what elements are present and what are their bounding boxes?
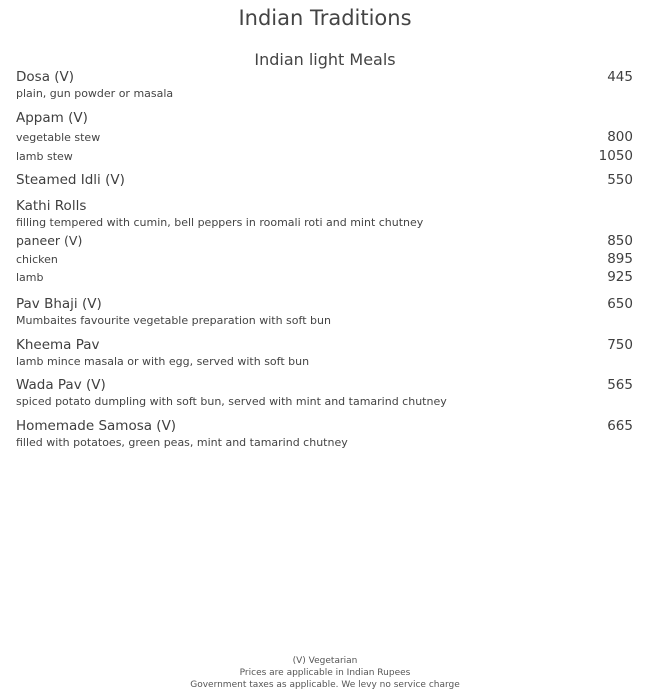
item-description: spiced potato dumpling with soft bun, served with mint and tamarind chutney bbox=[16, 395, 447, 408]
menu-item-dosa bbox=[16, 69, 633, 100]
item-description: filled with potatoes, green peas, mint and tamarind chutney bbox=[16, 436, 348, 449]
item-price: 750 bbox=[607, 337, 633, 353]
item-price: 550 bbox=[607, 172, 633, 188]
item-description: lamb mince masala or with egg, served with soft bun bbox=[16, 355, 310, 368]
menu-item-kheema-pav bbox=[16, 337, 633, 368]
item-variant-price: 895 bbox=[607, 251, 633, 267]
footer-tax-note: Government taxes as applicable. We levy no service charge bbox=[190, 680, 460, 690]
item-name: Steamed Idli (V) bbox=[16, 172, 125, 188]
menu-footer bbox=[0, 655, 650, 691]
item-price: 445 bbox=[607, 69, 633, 85]
item-description: plain, gun powder or masala bbox=[16, 87, 174, 100]
item-variant-price: 800 bbox=[607, 129, 633, 145]
item-variant-label: vegetable stew bbox=[16, 131, 101, 144]
item-variant-price: 925 bbox=[607, 269, 633, 285]
item-variant-price: 1050 bbox=[598, 148, 633, 164]
menu-item-steamed-idli bbox=[16, 172, 633, 188]
menu-item-appam bbox=[16, 110, 633, 164]
item-name: Homemade Samosa (V) bbox=[16, 418, 177, 434]
item-name: Kheema Pav bbox=[16, 337, 100, 353]
footer-currency-note: Prices are applicable in Indian Rupees bbox=[239, 668, 411, 678]
item-variant-label: paneer (V) bbox=[16, 233, 83, 248]
item-name: Dosa (V) bbox=[16, 69, 75, 85]
item-price: 565 bbox=[607, 377, 633, 393]
item-variant-label: lamb stew bbox=[16, 150, 73, 163]
menu-item-wada-pav bbox=[16, 377, 633, 408]
menu-item-kathi-rolls bbox=[16, 198, 633, 285]
item-variant-label: lamb bbox=[16, 271, 44, 284]
footer-vegetarian-note: (V) Vegetarian bbox=[292, 656, 358, 666]
item-description: Mumbaites favourite vegetable preparation with soft bun bbox=[16, 314, 331, 327]
section-title: Indian light Meals bbox=[254, 50, 396, 69]
menu-item-pav-bhaji bbox=[16, 296, 633, 327]
item-name: Pav Bhaji (V) bbox=[16, 296, 102, 312]
item-name: Appam (V) bbox=[16, 110, 88, 126]
item-price: 665 bbox=[607, 418, 633, 434]
item-name: Wada Pav (V) bbox=[16, 377, 106, 393]
item-price: 650 bbox=[607, 296, 633, 312]
menu-item-homemade-samosa bbox=[16, 418, 633, 449]
page-title: Indian Traditions bbox=[238, 6, 412, 30]
item-description: filling tempered with cumin, bell peppers in roomali roti and mint chutney bbox=[16, 216, 424, 229]
item-name: Kathi Rolls bbox=[16, 198, 87, 214]
item-variant-label: chicken bbox=[16, 253, 58, 266]
item-variant-price: 850 bbox=[607, 233, 633, 249]
